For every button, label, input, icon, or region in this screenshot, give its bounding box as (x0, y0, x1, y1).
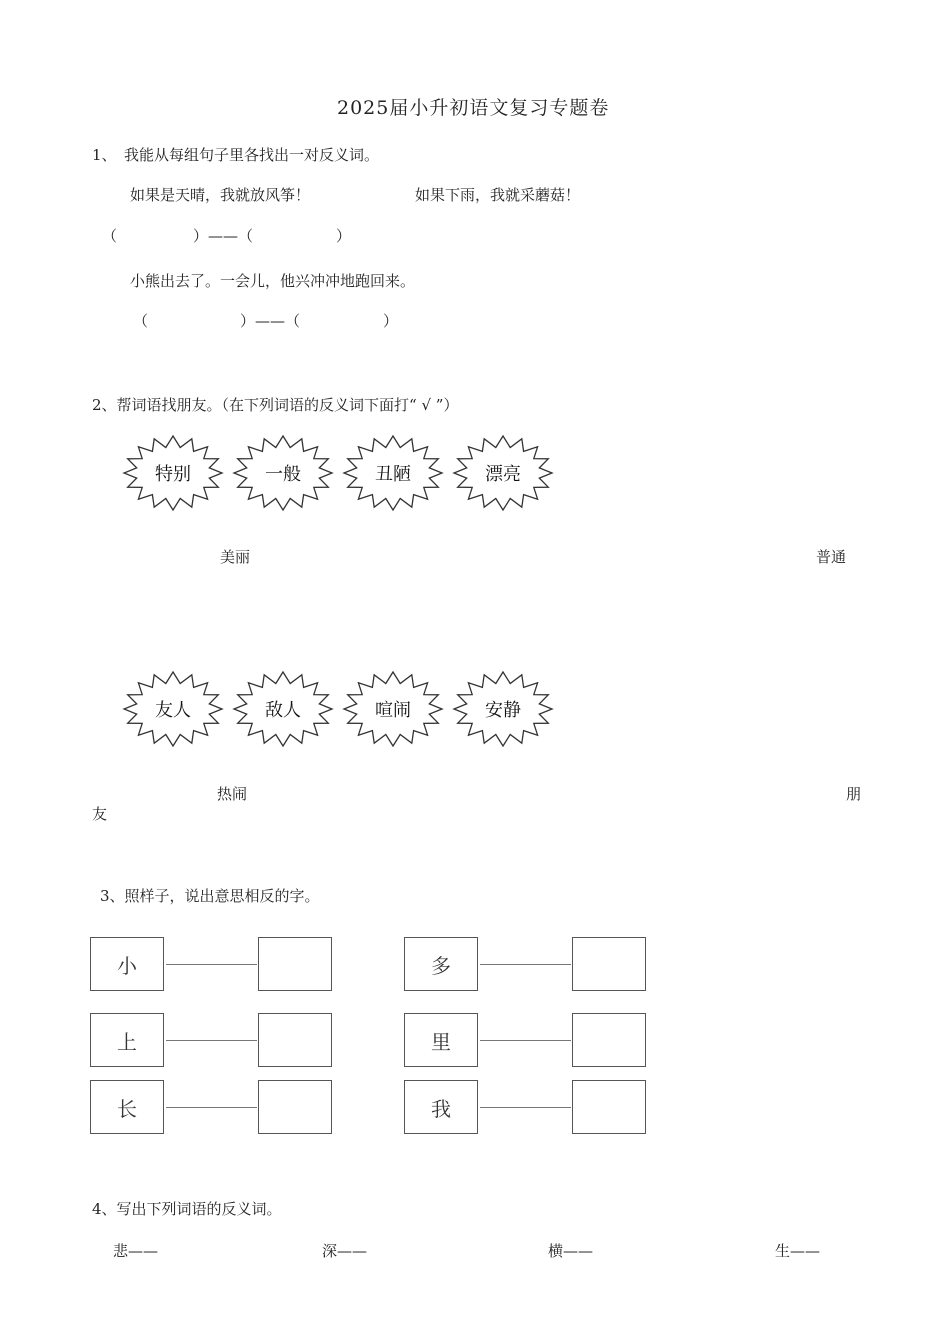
word-star-label: 特别 (155, 464, 191, 485)
answer-box[interactable] (572, 1013, 646, 1067)
word-star-label: 丑陋 (375, 464, 411, 485)
connector-line (166, 1107, 257, 1108)
q4-item[interactable]: 悲—— (113, 1242, 159, 1260)
connector-line (166, 1040, 257, 1041)
q4-item[interactable]: 深—— (322, 1242, 368, 1260)
word-star-badge[interactable] (342, 434, 444, 512)
word-star-label: 友人 (155, 700, 191, 721)
q1-blank1-close: ） (336, 227, 352, 245)
q4-item[interactable]: 生—— (775, 1242, 821, 1260)
given-char-box: 小 (90, 937, 164, 991)
answer-box[interactable] (258, 1013, 332, 1067)
group1-left-word: 美丽 (220, 548, 251, 566)
word-star-badge[interactable] (452, 434, 554, 512)
word-star-badge[interactable] (122, 670, 224, 748)
group1-right-word: 普通 (816, 548, 847, 566)
q1-blank2-close: ） (383, 312, 399, 330)
word-star-label: 喧闹 (375, 700, 411, 721)
connector-line (480, 1040, 571, 1041)
q4-heading: 4、写出下列词语的反义词。 (92, 1200, 282, 1218)
word-star-label: 一般 (265, 464, 301, 485)
q1-sentence-1b: 如果下雨，我就采蘑菇！ (415, 186, 581, 204)
answer-box[interactable] (258, 937, 332, 991)
q3-heading: 3、照样子，说出意思相反的字。 (100, 887, 320, 905)
q1-blank2-open: （ (133, 312, 149, 330)
given-char-box: 里 (404, 1013, 478, 1067)
answer-box[interactable] (258, 1080, 332, 1134)
group2-right-word-part1: 朋 (846, 785, 862, 803)
q1-sentence-1a: 如果是天晴，我就放风筝！ (130, 186, 311, 204)
word-star-badge[interactable] (122, 434, 224, 512)
q1-sentence-2: 小熊出去了。一会儿，他兴冲冲地跑回来。 (130, 272, 416, 290)
answer-box[interactable] (572, 1080, 646, 1134)
word-star-badge[interactable] (342, 670, 444, 748)
q1-heading: 1、 我能从每组句子里各找出一对反义词。 (92, 146, 380, 164)
word-star-badge[interactable] (232, 434, 334, 512)
given-char-box: 长 (90, 1080, 164, 1134)
word-star-badge[interactable] (232, 670, 334, 748)
q1-blank2-mid: ）——（ (240, 312, 301, 330)
page-title: 2025届小升初语文复习专题卷 (337, 97, 610, 119)
word-star-badge[interactable] (452, 670, 554, 748)
word-star-label: 敌人 (265, 700, 301, 721)
connector-line (480, 964, 571, 965)
connector-line (166, 964, 257, 965)
group2-right-word-part2: 友 (92, 805, 108, 823)
answer-box[interactable] (572, 937, 646, 991)
given-char-box: 上 (90, 1013, 164, 1067)
given-char-box: 多 (404, 937, 478, 991)
q1-blank1-open: （ (102, 227, 118, 245)
given-char-box: 我 (404, 1080, 478, 1134)
q2-heading: 2、帮词语找朋友。（在下列词语的反义词下面打“ √ ”） (92, 396, 459, 414)
q1-blank1-mid: ）——（ (193, 227, 254, 245)
q4-item[interactable]: 横—— (548, 1242, 594, 1260)
connector-line (480, 1107, 571, 1108)
group2-left-word: 热闹 (217, 785, 248, 803)
word-star-label: 漂亮 (485, 464, 521, 485)
word-star-label: 安静 (485, 700, 521, 721)
